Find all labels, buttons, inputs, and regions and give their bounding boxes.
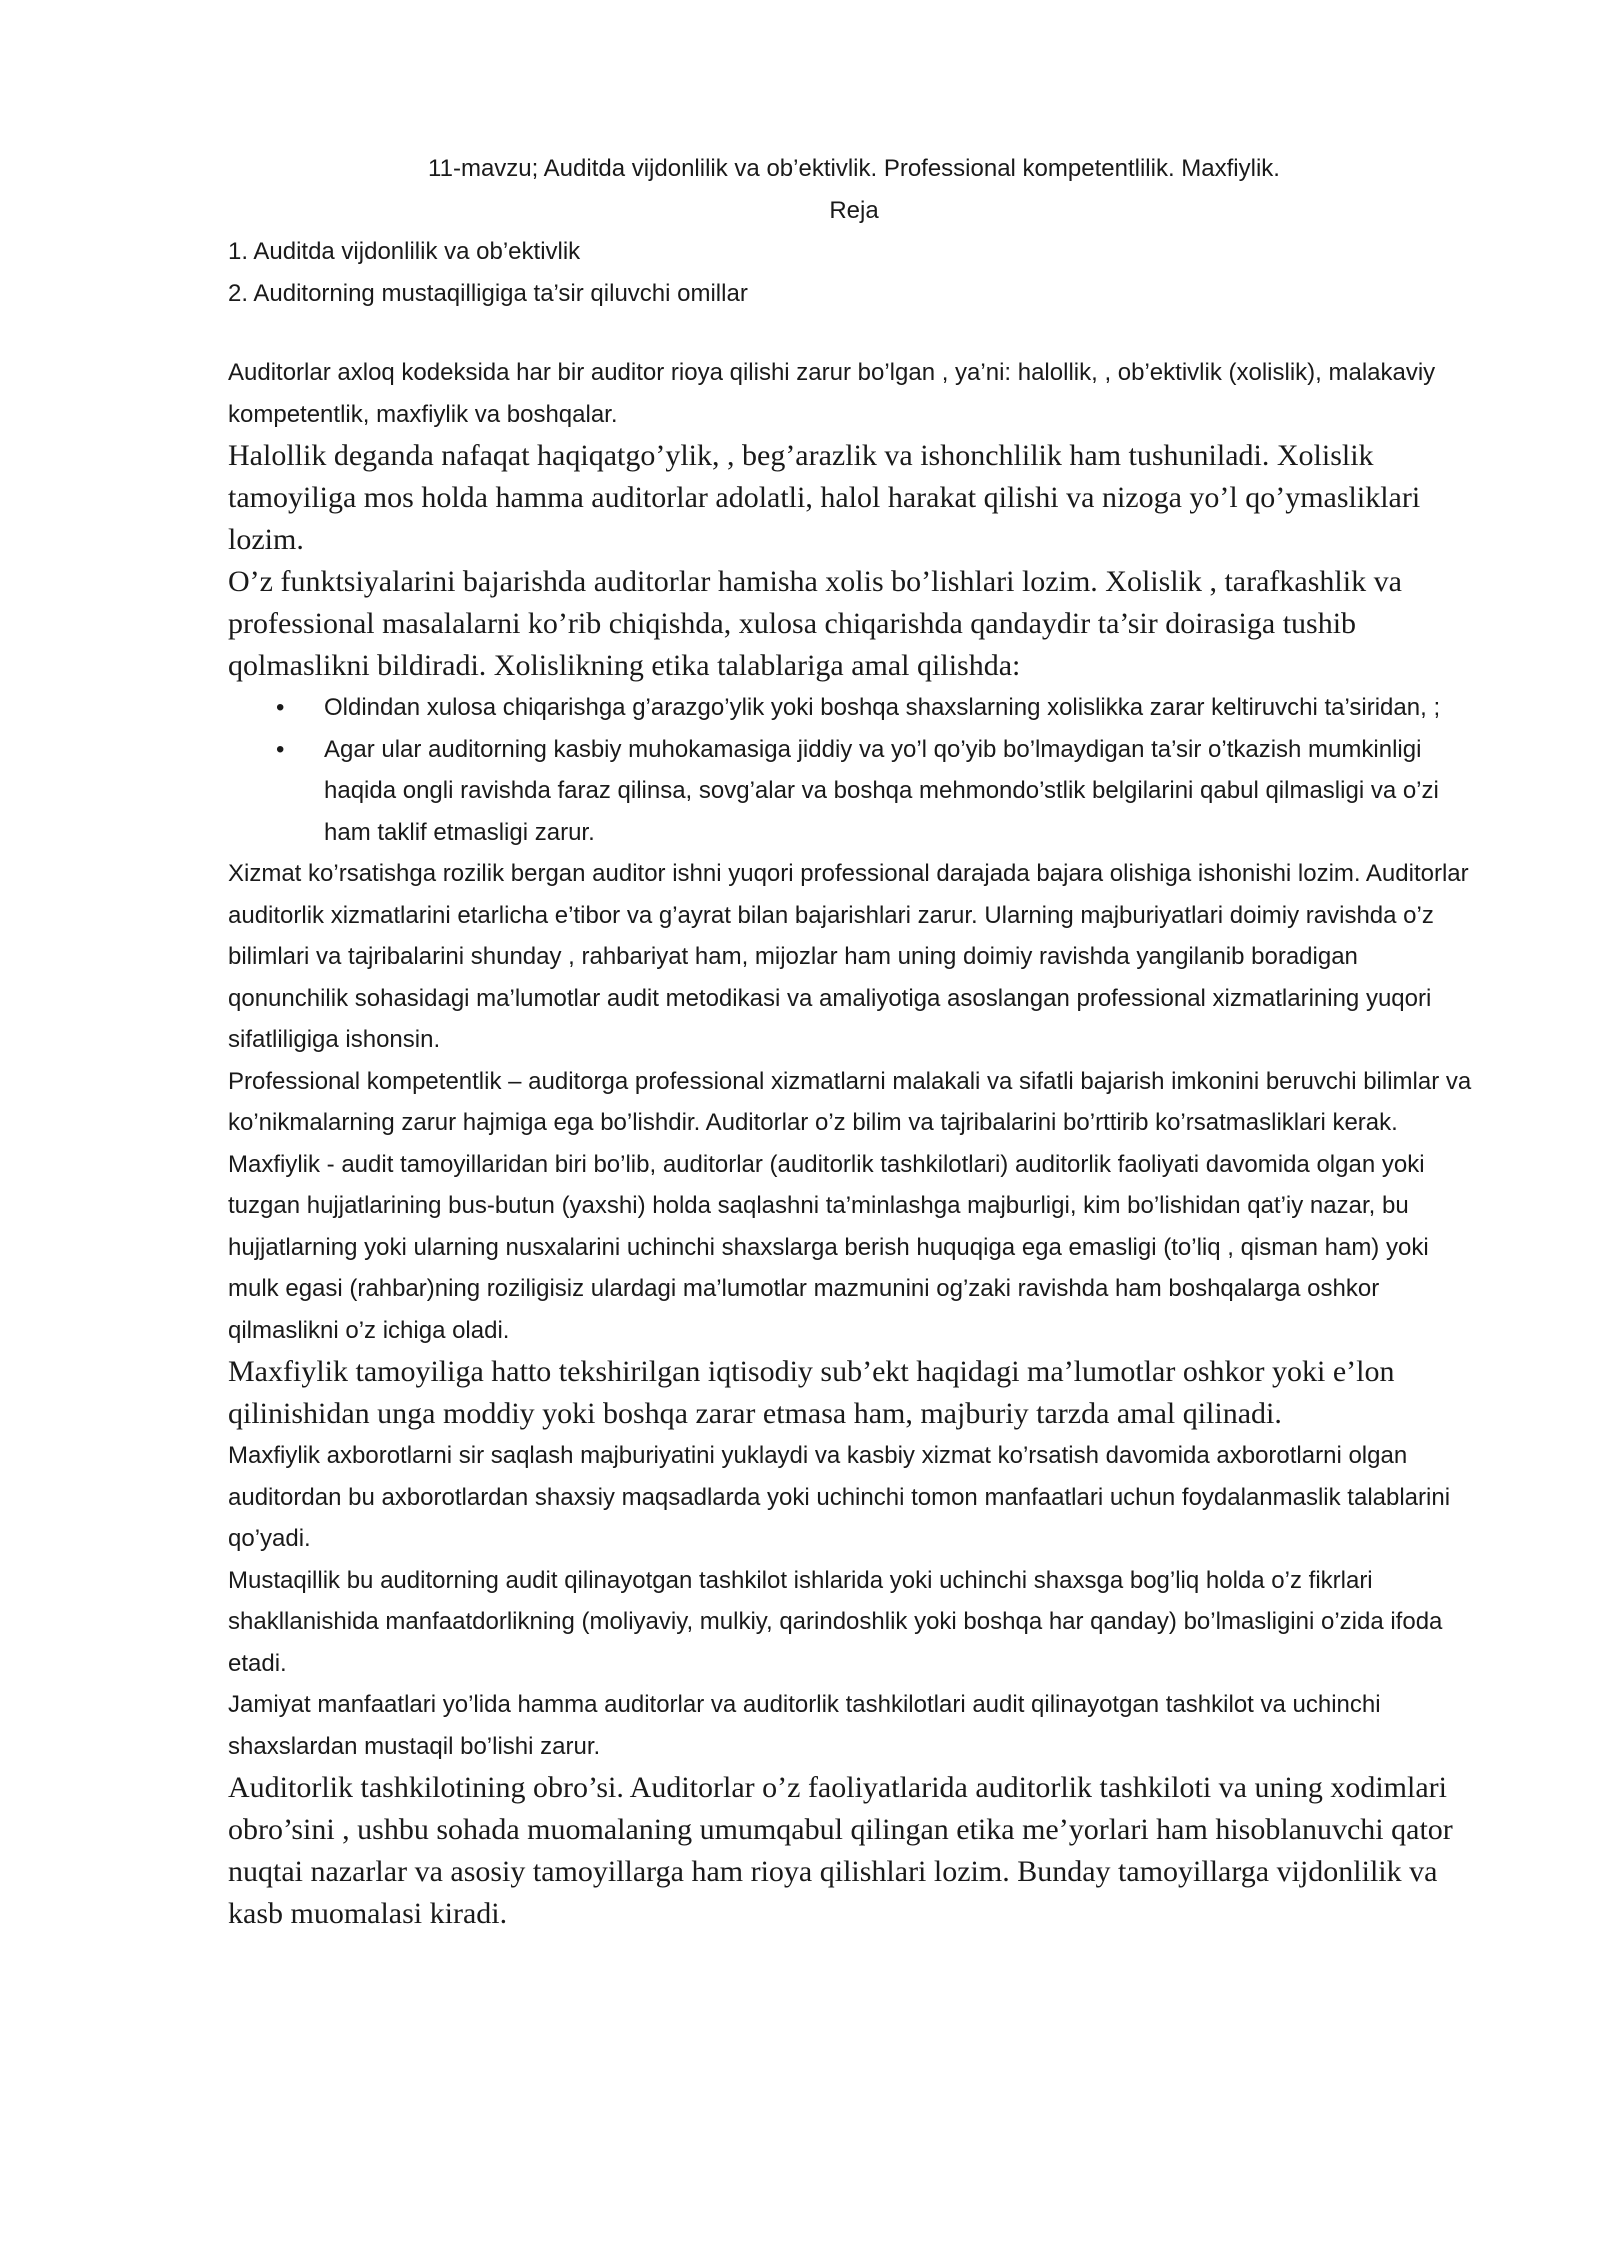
plan-item-1: 1. Auditda vijdonlilik va ob’ektivlik [228,238,581,265]
list-item-text: Oldindan xulosa chiqarishga g’arazgo’ylik yoki boshqa shaxslarning xolislikka zarar keltiruvchi ta’siridan, ; [324,694,1441,721]
list-item [276,687,1480,729]
paragraph-confidentiality-duty: Maxfiylik axborotlarni sir saqlash majburiyatini yuklaydi va kasbiy xizmat ko’rsatish davomida axborotlarni olgan auditordan bu axborotlardan shaxsiy maqsadlarda yoki uchinchi tomon manfaatlari uchun foydalanmaslik talablarini qo’yadi. [228,1442,1451,1552]
list-item-text: Agar ular auditorning kasbiy muhokamasiga jiddiy va yo’l qo’yib bo’lmaydigan ta’sir o’tkazish mumkinligi haqida ongli ravishda faraz qilinsa, sovg’alar va boshqa mehmondo’stlik belgilarini qabul qilmasligi va o’zi ham taklif etmasligi zarur. [324,735,1439,846]
paragraph-service: Xizmat ko’rsatishga rozilik bergan auditor ishni yuqori professional darajada bajara olishiga ishonishi lozim. Auditorlar auditorlik xizmatlarini etarlicha e’tibor va g’ayrat bilan bajarishlari zarur. Ularning majburiyatlari doimiy ravishda o’z bilimlari va tajribalarini shunday , rahbariyat ham, mijozlar ham uning doimiy ravishda yangilanib boradigan qonunchilik sohasidagi ma’lumotlar audit metodikasi va amaliyotiga asoslangan professional xizmatlarining yuqori sifatliligiga ishonsin. [228,860,1469,1053]
document-title: 11-mavzu; Auditda vijdonlilik va ob’ektivlik. Professional kompetentlilik. Maxfiylik. [428,155,1280,182]
paragraph-independence: Mustaqillik bu auditorning audit qilinayotgan tashkilot ishlarida yoki uchinchi shaxsga bog’liq holda o’z fikrlari shakllanishida manfaatdorlikning (moliyaviy, mulkiy, qarindoshlik yoki boshqa har qanday) bo’lmasligini o’zida ifoda etadi. [228,1566,1443,1677]
plan-item-2: 2. Auditorning mustaqilligiga ta’sir qiluvchi omillar [228,279,748,307]
paragraph-competence: Professional kompetentlik – auditorga professional xizmatlarni malakali va sifatli bajarish imkonini beruvchi bilimlar va ko’nikmalarning zarur hajmiga ega bo’lishdir. Auditorlar o’z bilim va tajribalarini bo’rttirib ko’rsatmasliklari kerak. Maxfiylik - audit tamoyillaridan biri bo’lib, auditorlar (auditorlik tashkilotlari) auditorlik faoliyati davomida olgan yoki tuzgan hujjatlarining bus-butun (yaxshi) holda saqlashni ta’minlashga majburligi, kim bo’lishidan qat’iy nazar, bu hujjatlarning yoki ularning nusxalarini uchinchi shaxslarga berish huquqiga ega emasligi (to’liq , qisman ham) yoki mulk egasi (rahbar)ning roziligisiz ulardagi ma’lumotlar mazmunini og’zaki ravishda ham boshqalarga oshkor qilmaslikni o’z ichiga oladi. [228,1067,1472,1344]
paragraph-objectivity: O’z funktsiyalarini bajarishda auditorlar hamisha xolis bo’lishlari lozim. Xolislik , tarafkashlik va professional masalalarni ko’rib chiqishda, xulosa chiqarishda qandaydir ta’sir doirasiga tushib qolmaslikni bildiradi. Xolislikning etika talablariga amal qilishda: [228,565,1402,682]
plan-heading: Reja [829,196,879,224]
paragraph-ethics-code: Auditorlar axloq kodeksida har bir auditor rioya qilishi zarur bo’lgan , ya’ni: halollik, , ob’ektivlik (xolislik), malakaviy kompetentlik, maxfiylik va boshqalar. [228,359,1436,428]
paragraph-public-interest: Jamiyat manfaatlari yo’lida hamma auditorlar va auditorlik tashkilotlari audit qilinayotgan tashkilot va uchinchi shaxslardan mustaqil bo’lishi zarur. [228,1691,1381,1760]
paragraph-honesty: Halollik deganda nafaqat haqiqatgo’ylik, , beg’arazlik va ishonchlilik ham tushuniladi. Xolislik tamoyiliga mos holda hamma auditorlar adolatli, halol harakat qilishi va nizoga yo’l qo’ymasliklari lozim. [228,439,1421,556]
bullet-icon: • [276,694,285,721]
paragraph-confidentiality-principle: Maxfiylik tamoyiliga hatto tekshirilgan iqtisodiy sub’ekt haqidagi ma’lumotlar oshkor yoki e’lon qilinishidan unga moddiy yoki boshqa zarar etmasa ham, majburiy tarzda amal qilinadi. [228,1355,1395,1430]
list-item [276,729,1480,854]
objectivity-bullet-list [228,687,1480,853]
paragraph-reputation: Auditorlik tashkilotining obro’si. Auditorlar o’z faoliyatlarida auditorlik tashkiloti va uning xodimlari obro’sini , ushbu sohada muomalaning umumqabul qilingan etika me’yorlari ham hisoblanuvchi qator nuqtai nazarlar va asosiy tamoyillarga ham rioya qilishlari lozim. Bunday tamoyillarga vijdonlilik va kasb muomalasi kiradi. [228,1771,1453,1930]
bullet-icon: • [276,735,285,763]
spacer [228,314,1480,352]
